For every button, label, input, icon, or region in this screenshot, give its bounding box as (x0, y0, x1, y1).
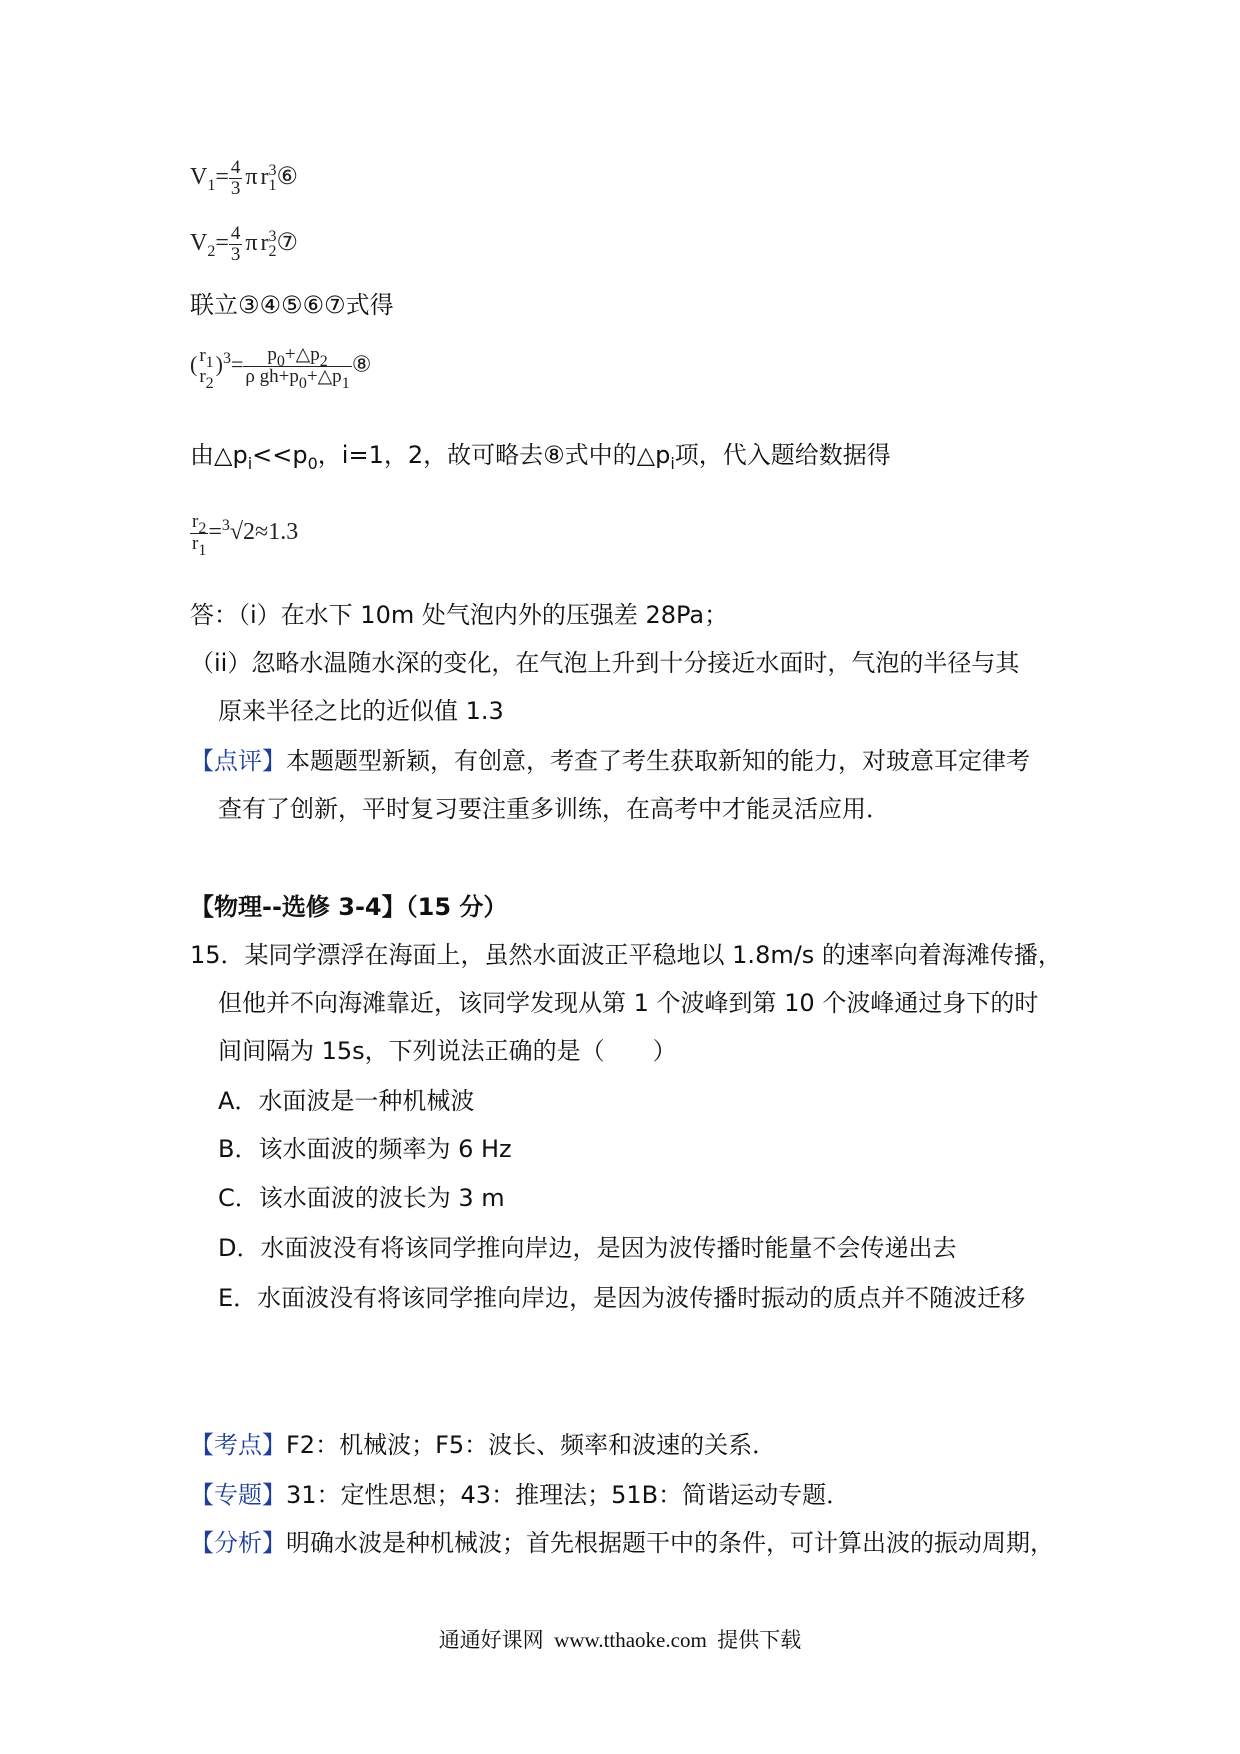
approximation-line (190, 440, 891, 473)
text-segment: 由△p (190, 441, 248, 469)
formula-symbol: r (192, 533, 199, 554)
question-line-2: 但他并不向海滩靠近，该同学发现从第 1 个波峰到第 10 个波峰通过身下的时 (218, 989, 1039, 1017)
formula-symbol: p (267, 344, 277, 365)
formula-subscript: 0 (298, 375, 307, 392)
formula-subscript: 2 (198, 520, 207, 537)
formula-term: ρ gh+p (245, 366, 299, 387)
formula-subscript: 1 (207, 177, 216, 195)
topic-text: 31：定性思想；43：推理法；51B：简谐运动专题． (286, 1481, 851, 1509)
formula-superscript: 3 (268, 162, 277, 180)
formula-subscript: i (247, 454, 253, 473)
formula-ratio-eq8 (190, 344, 372, 392)
topic-tag: 【专题】 (190, 1481, 286, 1509)
analysis-tag: 【分析】 (190, 1529, 286, 1557)
equation-number: ⑦ (276, 230, 299, 257)
fraction-r2-r1 (190, 511, 208, 559)
formula-term: +△p (284, 344, 320, 365)
comment-tag: 【点评】 (190, 747, 286, 775)
combine-line: 联立③④⑤⑥⑦式得 (190, 291, 394, 319)
analysis-text: 明确水波是种机械波；首先根据题干中的条件，可计算出波的振动周期， (286, 1529, 1054, 1557)
formula-symbol: r (192, 511, 199, 532)
fraction-r1-r2 (197, 344, 215, 392)
knowledge-tag: 【考点】 (190, 1431, 286, 1459)
option-e: E．水面波没有将该同学推向岸边，是因为波传播时振动的质点并不随波迁移 (218, 1284, 1026, 1312)
formula-term: +△p (306, 366, 342, 387)
answer-line-1: 答：（i）在水下 10m 处气泡内外的压强差 28Pa； (190, 601, 729, 629)
question-line-1: 15．某同学漂浮在海面上，虽然水面波正平稳地以 1.8m/s 的速率向着海滩传播， (190, 941, 1062, 969)
option-d: D．水面波没有将该同学推向岸边，是因为波传播时能量不会传递出去 (218, 1234, 957, 1262)
formula-symbol: V (190, 164, 208, 191)
formula-symbol: r (199, 365, 206, 387)
option-a: A．水面波是一种机械波 (218, 1087, 475, 1115)
comment-text: 本题题型新颖，有创意，考查了考生获取新知的能力，对玻意耳定律考 (286, 747, 1030, 775)
formula-result (190, 511, 299, 559)
formula-subscript: 1 (198, 542, 207, 559)
answer-line-2: （ii）忽略水温随水深的变化，在气泡上升到十分接近水面时，气泡的半径与其 (190, 649, 1020, 677)
root-index: 3 (221, 517, 230, 535)
formula-symbol: r (260, 230, 269, 257)
formula-subscript: 1 (341, 375, 350, 392)
text-segment: ，i=1，2，故可略去⑧式中的△p (317, 441, 671, 469)
equation-number: ⑧ (351, 351, 372, 377)
fraction-numerator: 4 (230, 223, 241, 244)
formula-equals: = (215, 164, 229, 191)
topic-line (190, 1480, 850, 1510)
knowledge-line (190, 1430, 776, 1460)
formula-symbol: r (199, 344, 206, 366)
formula-subscript: 1 (268, 177, 277, 195)
formula-v2 (190, 224, 298, 265)
fraction-pressure (243, 344, 351, 392)
fraction (229, 158, 243, 199)
left-paren: ( (190, 351, 198, 377)
fraction (229, 224, 243, 265)
cube-root: √2 (229, 519, 256, 546)
page-footer: 通通好课网 www.tthaoke.com 提供下载 (438, 1628, 802, 1652)
formula-subscript: 1 (205, 353, 214, 371)
formula-equals: = (215, 230, 229, 257)
formula-equals: = (230, 351, 244, 377)
comment-line-1 (190, 746, 1030, 776)
text-segment: 项，代入题给数据得 (674, 441, 891, 469)
formula-subscript: 0 (307, 454, 318, 473)
text-segment: <<p (252, 441, 308, 469)
fraction-denominator: 3 (230, 244, 241, 265)
option-c: C．该水面波的波长为 3 m (218, 1184, 505, 1212)
formula-subscript: 0 (276, 353, 285, 370)
formula-subscript: i (670, 454, 675, 473)
formula-symbol: V (190, 230, 208, 257)
pi-symbol: π (245, 164, 258, 191)
right-paren: ) (215, 351, 223, 377)
pi-symbol: π (245, 230, 258, 257)
formula-superscript: 3 (222, 349, 231, 367)
formula-subscript: 2 (205, 374, 214, 392)
formula-superscript: 3 (268, 228, 277, 246)
answer-line-3: 原来半径之比的近似值 1.3 (218, 697, 504, 725)
question-line-3: 间间隔为 15s，下列说法正确的是（ ） (218, 1037, 677, 1065)
formula-equals: = (208, 519, 222, 546)
formula-subscript: 2 (319, 353, 328, 370)
fraction-denominator: 3 (230, 178, 241, 199)
formula-subscript: 2 (268, 243, 277, 261)
approx-value: ≈1.3 (255, 519, 299, 546)
formula-subscript: 2 (207, 243, 216, 261)
formula-v1 (190, 158, 298, 199)
section-title: 【物理--选修 3-4】（15 分） (190, 893, 508, 921)
comment-line-2: 查有了创新，平时复习要注重多训练，在高考中才能灵活应用． (218, 795, 890, 823)
analysis-line (190, 1528, 1054, 1558)
option-b: B．该水面波的频率为 6 Hz (218, 1135, 512, 1163)
equation-number: ⑥ (276, 164, 299, 191)
fraction-numerator: 4 (230, 157, 241, 178)
formula-symbol: r (260, 164, 269, 191)
knowledge-text: F2：机械波；F5：波长、频率和波速的关系． (286, 1431, 777, 1459)
